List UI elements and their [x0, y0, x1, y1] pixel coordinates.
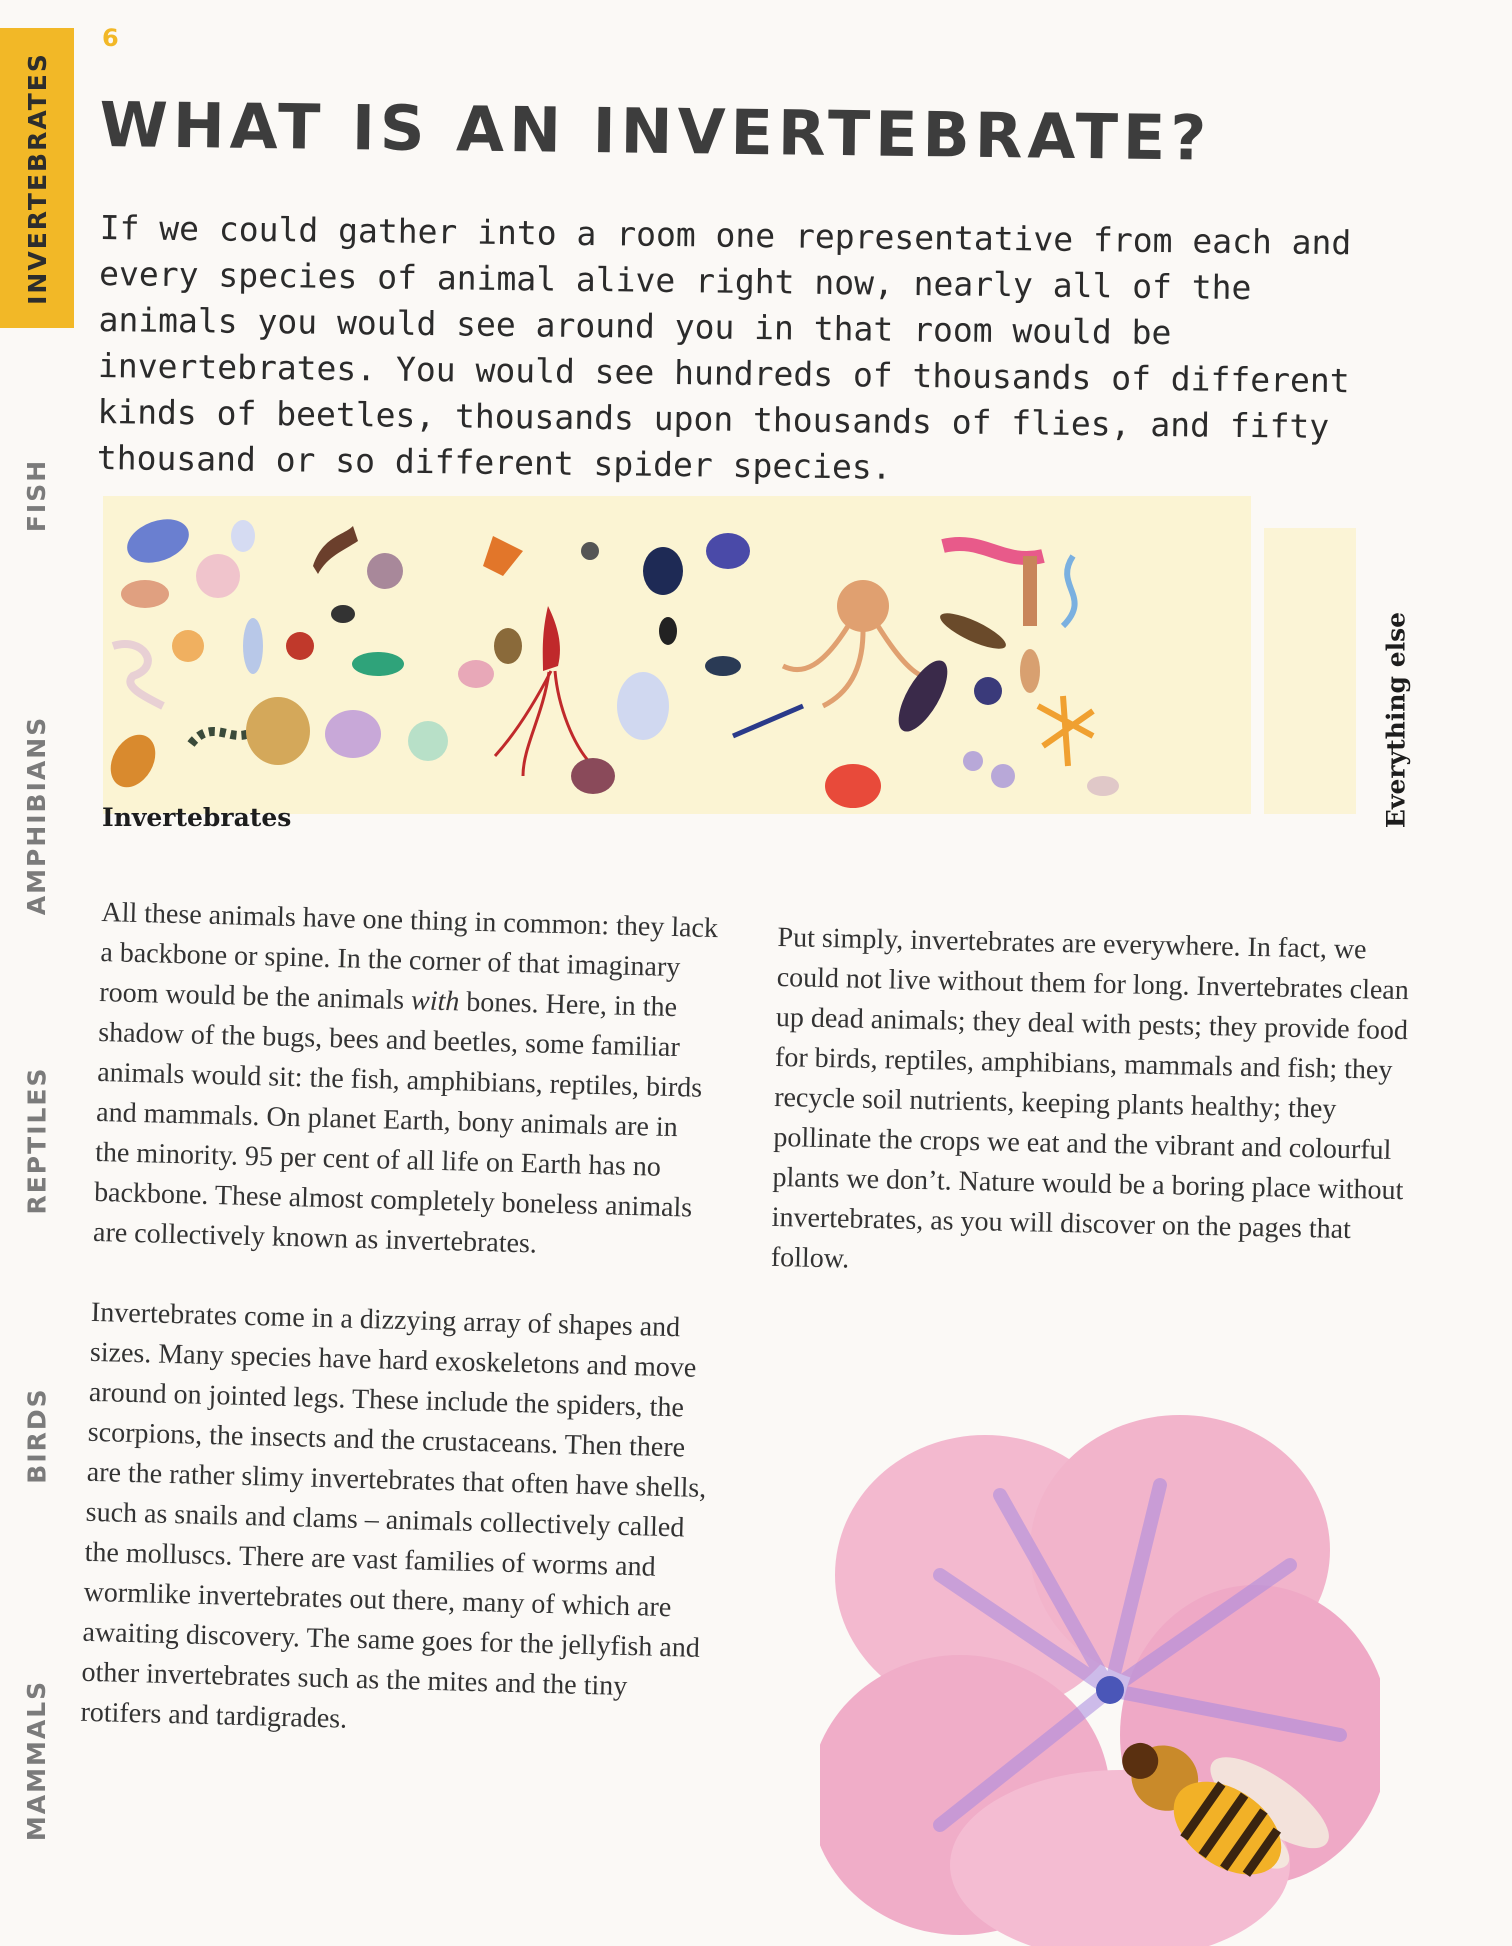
worm-shape: [113, 644, 163, 706]
invertebrates-illustration: [103, 496, 1251, 814]
page-title: WHAT IS AN INVERTEBRATE?: [99, 88, 1212, 175]
flower-center: [1096, 1676, 1124, 1704]
conch-shape: [825, 764, 881, 808]
nudibranch-shape: [889, 653, 957, 738]
tab-fish[interactable]: [0, 420, 74, 570]
tick-shape: [974, 677, 1002, 705]
woodlouse-shape: [705, 656, 741, 676]
tab-birds[interactable]: [0, 1360, 74, 1510]
tab-amphibians-label: AMPHIBIANS: [22, 715, 52, 915]
intro-paragraph: If we could gather into a room one representative from each and every species of animal alive right now, nearly all of the animals you would see around you in that room would be invertebrates. You would see hundreds of thousands of different kinds of beetles, thousands upon thousands of flies, and fifty thousand or so different spider species.: [96, 207, 1352, 487]
beetle-shape: [331, 605, 355, 623]
section-sidebar: [0, 0, 74, 1946]
sponge-shape: [246, 697, 310, 765]
tab-amphibians[interactable]: [0, 690, 74, 940]
sea-anemone-shape: [408, 721, 448, 761]
blue-crab-shape: [706, 533, 750, 569]
leech-shape: [313, 526, 358, 574]
squid-body-shape: [543, 606, 560, 671]
mosquito-shape: [733, 706, 803, 736]
tab-invertebrates-label: INVERTEBRATES: [22, 51, 52, 305]
snail-shape: [103, 727, 164, 795]
invertebrates-artwork: [103, 496, 1251, 814]
clam-shape: [121, 511, 195, 570]
octopus-head-shape: [837, 580, 889, 632]
spider-shape: [581, 542, 599, 560]
everything-else-caption: Everything else: [1381, 611, 1411, 829]
everything-else-caption-wrap: [1366, 611, 1426, 829]
tab-invertebrates[interactable]: [0, 28, 74, 328]
body-paragraph-1-start: All these animals have one thing in common: they lack a backbone or spine. In the corner of that imaginary room would be the animals: [98, 896, 719, 1017]
tab-reptiles[interactable]: [0, 1030, 74, 1250]
bee-shape: [659, 617, 677, 645]
moth-shape: [571, 758, 615, 794]
fly-shape: [494, 628, 522, 664]
invertebrates-caption: Invertebrates: [102, 803, 292, 832]
body-column-left: [80, 893, 722, 1749]
tab-mammals[interactable]: [0, 1660, 74, 1860]
squid-tentacles-shape: [495, 671, 593, 776]
body-column-right: [770, 918, 1417, 1291]
red-spider-shape: [286, 632, 314, 660]
urchin-shape: [196, 554, 240, 598]
blue-worm-shape: [1063, 556, 1075, 626]
earthworm-shape: [943, 544, 1043, 558]
shell-shape: [458, 660, 494, 688]
body-paragraph-1-emphasis: with: [410, 985, 460, 1018]
tab-fish-label: FISH: [22, 458, 52, 532]
ladybird-shape: [643, 547, 683, 595]
slug-shape: [243, 618, 263, 674]
tab-birds-label: BIRDS: [22, 1386, 52, 1484]
shrimp-shape: [1087, 776, 1119, 796]
body-paragraph-1-end: bones. Here, in the shadow of the bugs, bees and beetles, some familiar animals would sit: the fish, amphibians, reptiles, birds and mammals. On planet Earth, bony animals are in the minority. 95 per cent of all life on Earth has no backbone. These almost completely boneless animals are collectively known as invertebrates.: [92, 986, 703, 1260]
everything-else-block: [1264, 528, 1356, 814]
cuttlefish-shape: [617, 672, 669, 740]
scallop-shape: [325, 710, 381, 758]
jellyfish-shape: [231, 520, 255, 552]
lobster-shape: [483, 536, 523, 576]
tab-reptiles-label: REPTILES: [22, 1065, 52, 1215]
brittle-star-shape: [1038, 696, 1093, 766]
colony-shape: [991, 764, 1015, 788]
barnacle-shape: [1020, 649, 1040, 693]
page-number: 6: [102, 24, 119, 52]
crab-shape: [367, 553, 403, 589]
body-paragraph-2: Invertebrates come in a dizzying array of shapes and sizes. Many species have hard exoskeletons and move around on jointed legs. These include the spiders, the scorpions, the insects and the crustaceans. Then there are the rather slimy invertebrates that often have shells, such as snails and clams – animals collectively called the molluscs. There are vast families of worms and wormlike invertebrates out there, many of which are awaiting discovery. The same goes for the jellyfish and other invertebrates such as the mites and the tiny rotifers and tardigrades.: [80, 1296, 707, 1735]
body-paragraph-1: [93, 893, 722, 1269]
slug-brown-shape: [936, 607, 1010, 656]
flower-bee-illustration: [820, 1405, 1380, 1946]
tab-mammals-label: MAMMALS: [22, 1679, 52, 1841]
tube-worm-shape: [1023, 556, 1037, 626]
anemone-shape: [172, 630, 204, 662]
body-paragraph-3: Put simply, invertebrates are everywhere. In fact, we could not live without them for long. Invertebrates clean up dead animals; they deal with pests; they provide food for birds, reptiles, amphibians, mammals and fish; they recycle soil nutrients, keeping plants healthy; they pollinate the crops we eat and the vibrant and colourful plants we don’t. Nature would be a boring place without invertebrates, as you will discover on the pages that follow.: [770, 921, 1410, 1275]
mantis-shrimp-shape: [352, 652, 404, 676]
tardigrade-shape: [121, 580, 169, 608]
colony-shape-2: [963, 751, 983, 771]
